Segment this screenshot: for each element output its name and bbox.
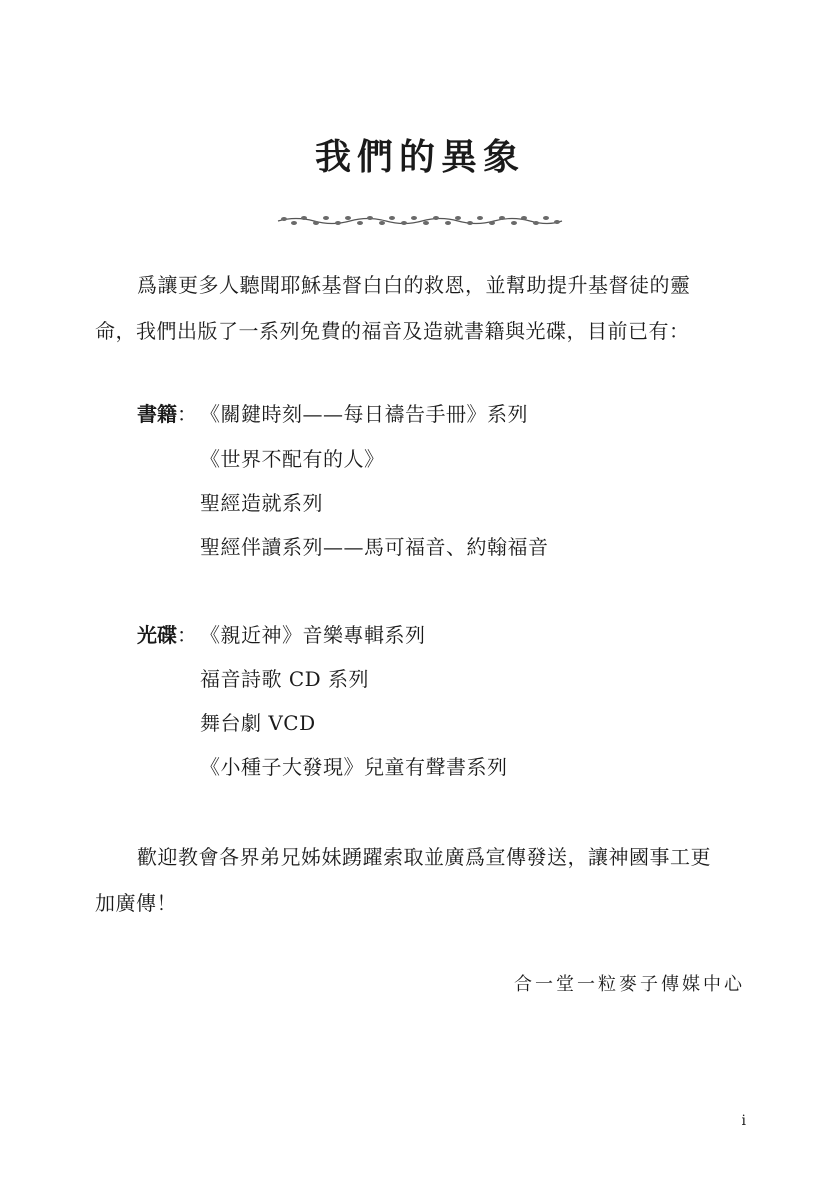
disc-item-3: 舞台劇 VCD (200, 711, 316, 735)
book-item-3: 聖經造就系列 (200, 491, 323, 515)
closing-line-1: 歡迎教會各界弟兄姊妹踴躍索取並廣爲宣傳發送，讓神國事工更 (137, 845, 711, 869)
discs-label (137, 613, 197, 657)
publisher-signature: 合一堂一粒麥子傳媒中心 (514, 974, 745, 995)
disc-item-1: 《親近神》音樂專輯系列 (200, 623, 426, 647)
intro-line-1: 爲讓更多人聽聞耶穌基督白白的救恩，並幫助提升基督徒的靈 (137, 273, 691, 297)
disc-item-4: 《小種子大發現》兒童有聲書系列 (200, 755, 508, 779)
vine-divider-icon (276, 213, 564, 227)
book-item-2: 《世界不配有的人》 (200, 447, 385, 471)
books-label (137, 392, 197, 436)
book-item-4: 聖經伴讀系列——馬可福音、約翰福音 (200, 535, 549, 559)
books-label-colon: ： (177, 402, 197, 426)
disc-item-2: 福音詩歌 CD 系列 (200, 667, 370, 691)
intro-paragraph (95, 262, 755, 354)
discs-label-colon: ： (177, 623, 197, 647)
book-item-1: 《關鍵時刻——每日禱告手冊》系列 (200, 402, 528, 426)
intro-line-2: 命，我們出版了一系列免費的福音及造就書籍與光碟，目前已有： (95, 319, 690, 343)
closing-paragraph (95, 834, 755, 926)
closing-line-2: 加廣傳！ (95, 891, 177, 915)
discs-label-text: 光碟 (137, 623, 177, 647)
books-label-text: 書籍 (137, 402, 177, 426)
page-number: i (741, 1113, 746, 1129)
page-title: 我們的異象 (314, 136, 525, 178)
